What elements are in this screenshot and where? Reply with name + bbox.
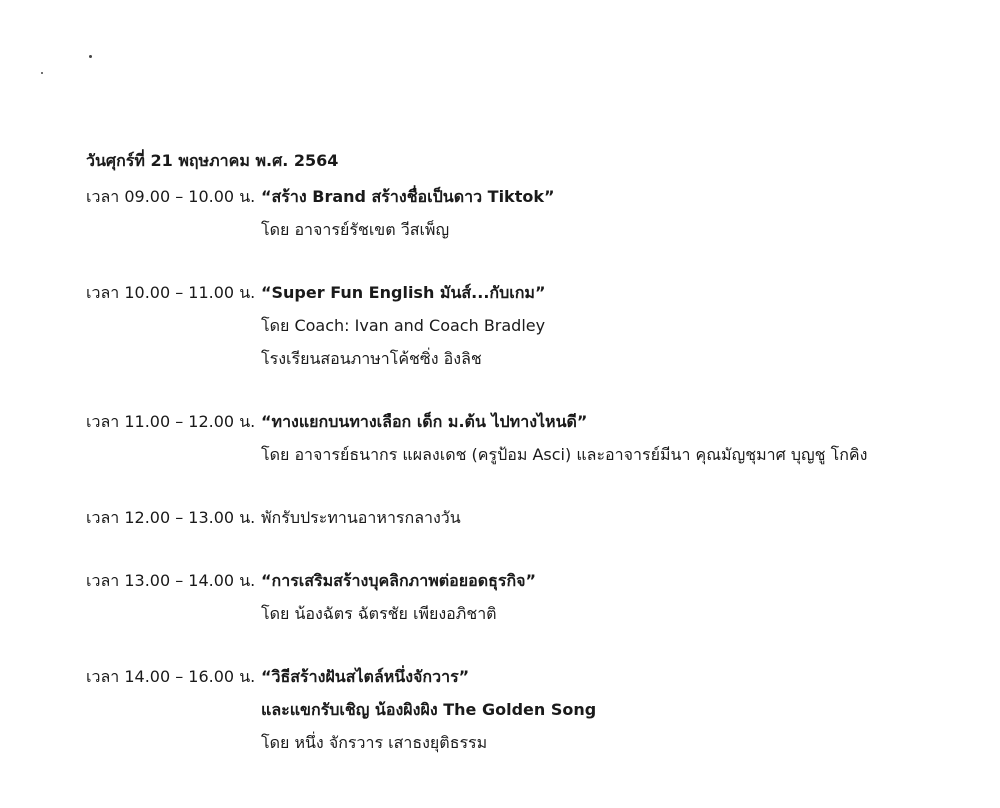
session-title: “Super Fun English มันส์...กับเกม” <box>261 283 546 302</box>
session-body <box>261 405 966 471</box>
session-time: เวลา 14.00 – 16.00 น. <box>86 667 256 686</box>
session-1200 <box>86 501 966 534</box>
session-body <box>261 276 966 375</box>
session-body <box>261 660 966 759</box>
session-title: พักรับประทานอาหารกลางวัน <box>261 508 461 527</box>
session-speaker: โดย หนึ่ง จักรวาร เสาธงยุติธรรม <box>261 733 488 752</box>
session-speaker: โดย อาจารย์รัชเขต วีสเพ็ญ <box>261 220 450 239</box>
session-body <box>261 564 966 630</box>
session-1300 <box>86 564 966 630</box>
session-time: เวลา 12.00 – 13.00 น. <box>86 508 256 527</box>
session-1100 <box>86 405 966 471</box>
session-0900 <box>86 180 966 246</box>
scan-speck <box>89 55 92 58</box>
session-speaker: โดย น้องฉัตร ฉัตรชัย เพียงอภิชาติ <box>261 604 497 623</box>
session-body <box>261 501 966 534</box>
session-affiliation: โรงเรียนสอนภาษาโค้ชซิ่ง อิงลิช <box>261 349 482 368</box>
session-speaker: โดย Coach: Ivan and Coach Bradley <box>261 316 546 335</box>
session-title: “ทางแยกบนทางเลือก เด็ก ม.ต้น ไปทางไหนดี” <box>261 412 588 431</box>
schedule-date: วันศุกร์ที่ 21 พฤษภาคม พ.ศ. 2564 <box>86 151 339 170</box>
scan-speck <box>41 72 43 74</box>
session-time: เวลา 13.00 – 14.00 น. <box>86 571 256 590</box>
session-speaker: โดย อาจารย์ธนากร แผลงเดช (ครูป้อม Asci) และอาจารย์มีนา คุณมัญชุมาศ บุญชู โกคิง <box>261 445 868 464</box>
session-time: เวลา 10.00 – 11.00 น. <box>86 283 256 302</box>
session-time: เวลา 09.00 – 10.00 น. <box>86 187 256 206</box>
session-time: เวลา 11.00 – 12.00 น. <box>86 412 256 431</box>
session-1400 <box>86 660 966 759</box>
session-1000 <box>86 276 966 375</box>
session-guest: และแขกรับเชิญ น้องผิงผิง The Golden Song <box>261 700 597 719</box>
session-title: “สร้าง Brand สร้างชื่อเป็นดาว Tiktok” <box>261 187 555 206</box>
schedule-document <box>86 150 966 789</box>
session-title: “วิธีสร้างฝันสไตล์หนึ่งจักวาร” <box>261 667 470 686</box>
session-title: “การเสริมสร้างบุคลิกภาพต่อยอดธุรกิจ” <box>261 571 537 590</box>
session-body <box>261 180 966 246</box>
